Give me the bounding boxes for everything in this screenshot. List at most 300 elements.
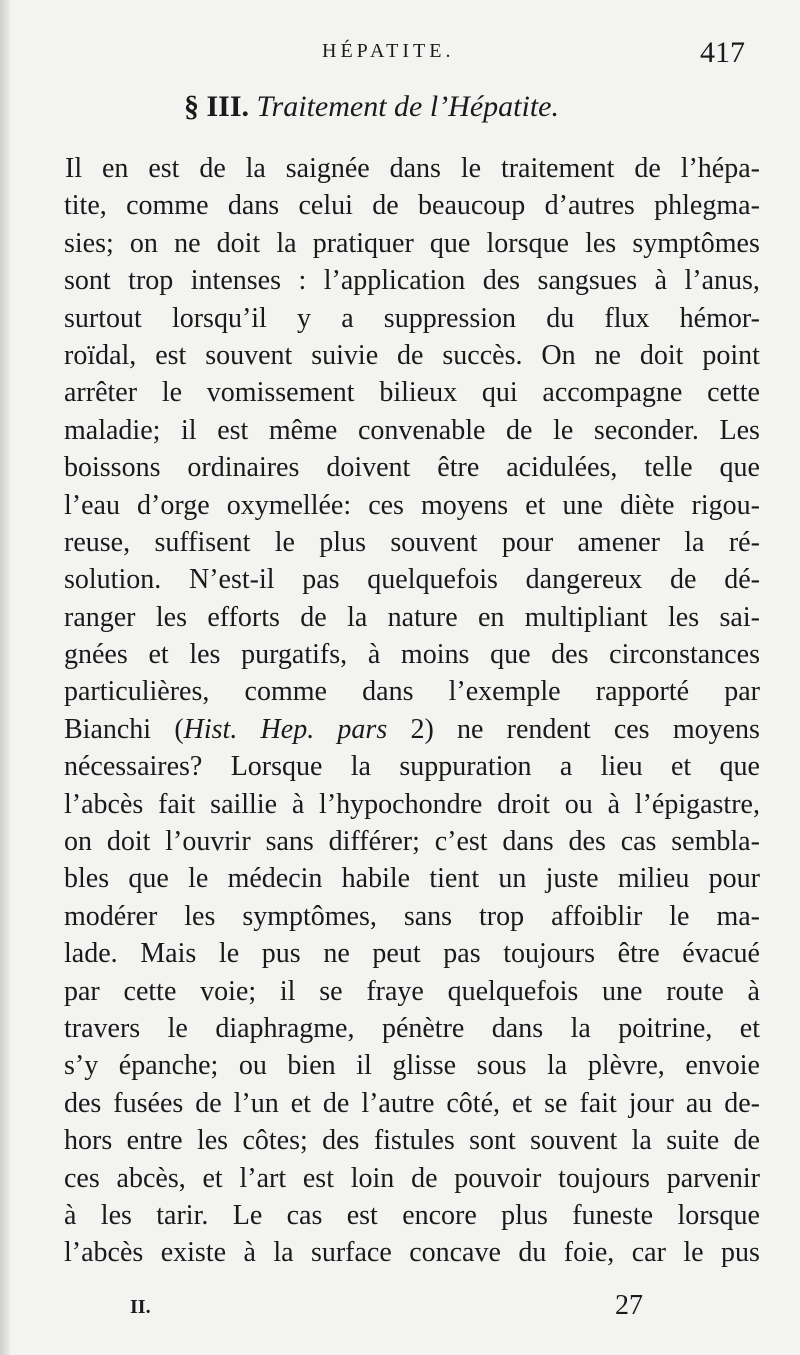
word: l’autre <box>361 1087 435 1119</box>
word: N’est-il <box>188 564 275 596</box>
word: il <box>356 1050 372 1082</box>
word: et <box>670 751 692 783</box>
word: est <box>155 339 187 371</box>
word: jour <box>628 1087 674 1119</box>
word: flux <box>604 302 650 334</box>
word: Hep. <box>260 713 315 745</box>
word: et <box>290 1087 311 1119</box>
word: Il <box>65 153 83 184</box>
word: multipliant <box>524 601 648 633</box>
text-line <box>64 300 760 337</box>
word: dans <box>389 153 441 184</box>
word: le <box>669 900 690 932</box>
word: reuse, <box>64 526 131 558</box>
word: trop <box>479 900 525 932</box>
word: boissons <box>64 452 161 484</box>
word: la <box>570 1012 591 1044</box>
word: nécessaires? <box>64 751 203 783</box>
word: ma- <box>716 900 760 932</box>
word: l’hypochondre <box>319 788 483 820</box>
word: oxymellée: <box>226 489 352 521</box>
word: toujours <box>558 1162 650 1194</box>
word: dé- <box>724 564 760 596</box>
word: s’y <box>64 1050 99 1082</box>
word: lorsqu’il <box>171 302 267 334</box>
word: moyens <box>421 489 509 521</box>
word: sans <box>403 900 453 932</box>
word: un <box>498 863 527 895</box>
word: comme <box>126 190 209 222</box>
word: tient <box>429 863 480 895</box>
word: arrêter <box>64 377 138 409</box>
word: beaucoup <box>418 190 526 222</box>
word: une <box>562 489 603 521</box>
word: hémor- <box>679 302 760 334</box>
word: y <box>297 302 312 334</box>
signature-mark: II. <box>130 1296 151 1318</box>
word: sembla- <box>671 826 760 858</box>
word: en <box>102 153 129 184</box>
word: de <box>199 153 226 184</box>
word: à <box>64 1199 77 1231</box>
word: amener <box>577 526 660 558</box>
word: pus <box>261 938 301 970</box>
text-line <box>64 225 760 262</box>
word: cette <box>123 975 177 1007</box>
word: ne <box>456 713 484 745</box>
word: plèvre, <box>587 1050 665 1082</box>
word: tarir. <box>156 1199 209 1231</box>
word: doit <box>216 227 261 259</box>
word: dans <box>362 676 414 708</box>
word: les <box>189 639 221 671</box>
word: pas <box>302 564 340 596</box>
word: lorsque <box>677 1199 760 1231</box>
page-edge-shadow <box>0 0 10 1355</box>
word: c’est <box>434 826 488 858</box>
word: existe <box>160 1237 227 1269</box>
word: convenable <box>357 414 486 446</box>
signature-number: 27 <box>615 1290 643 1321</box>
word: que <box>490 639 531 671</box>
word: la <box>350 751 371 783</box>
word: du <box>518 1237 547 1269</box>
word: celui <box>298 190 353 222</box>
text-line <box>64 449 760 486</box>
word: symptômes, <box>242 900 377 932</box>
word: pus <box>720 1237 760 1269</box>
word: de <box>733 1125 760 1157</box>
word: ces <box>64 1162 100 1194</box>
text-line <box>64 1047 760 1084</box>
word: point <box>702 339 760 371</box>
text-line <box>64 823 760 860</box>
word: bilieux <box>379 377 458 409</box>
word: succès. <box>442 339 523 371</box>
word: nature <box>387 601 458 633</box>
word: que <box>128 863 169 895</box>
word: plus <box>319 526 366 558</box>
word: il <box>279 975 296 1007</box>
word: : <box>298 265 307 297</box>
word: à <box>367 639 381 671</box>
word: de <box>411 1162 438 1194</box>
word: et <box>511 1087 533 1119</box>
word: de <box>634 153 661 184</box>
word: on <box>64 826 92 858</box>
word: saignée <box>285 153 370 184</box>
word: le <box>274 526 295 558</box>
word: fistules <box>373 1125 455 1157</box>
text-line <box>64 1085 760 1122</box>
word: côtes; <box>242 1125 308 1157</box>
text-line <box>64 337 760 374</box>
word: rapporté <box>595 676 690 708</box>
word: épanche; <box>118 1050 219 1082</box>
word: sont <box>64 265 111 297</box>
text-line <box>64 150 760 187</box>
word: abcès, <box>116 1162 186 1194</box>
word: se <box>319 975 343 1007</box>
word: souvent <box>390 526 478 558</box>
word: la <box>684 526 705 558</box>
word: ranger <box>64 601 136 633</box>
word: funeste <box>572 1199 654 1231</box>
body-text <box>64 150 760 1272</box>
word: la <box>547 1050 568 1082</box>
word: Le <box>232 1199 263 1231</box>
word: le <box>188 863 209 895</box>
word: par <box>724 676 760 708</box>
word: car <box>631 1237 666 1269</box>
word: quelquefois <box>367 564 498 596</box>
word: de <box>372 190 399 222</box>
word: du <box>546 302 575 334</box>
word: l’ouvrir <box>165 826 251 858</box>
word: bles <box>64 863 110 895</box>
word: au <box>685 1087 713 1119</box>
word: l’art <box>239 1162 287 1194</box>
word: vomissement <box>206 377 355 409</box>
text-line <box>64 973 760 1010</box>
word: est <box>148 153 180 184</box>
text-line <box>64 860 760 897</box>
word: milieu <box>617 863 690 895</box>
word: comme <box>244 676 327 708</box>
word: souvent <box>205 339 293 371</box>
word: une <box>602 975 643 1007</box>
word: bien <box>287 1050 336 1082</box>
word: habile <box>341 863 411 895</box>
word: que <box>429 227 471 259</box>
word: ces <box>368 489 404 521</box>
text-line <box>64 673 760 710</box>
word: pour <box>501 526 554 558</box>
text-line <box>64 636 760 673</box>
text-line <box>64 1197 760 1234</box>
word: sai- <box>719 601 760 633</box>
word: la <box>347 601 368 633</box>
word: parvenir <box>666 1162 760 1194</box>
word: affoiblir <box>551 900 643 932</box>
word: la <box>245 153 266 184</box>
word: dans <box>502 826 554 858</box>
text-line <box>64 748 760 785</box>
word: sangsues <box>537 265 638 297</box>
page-number: 417 <box>700 36 745 69</box>
word: être <box>617 938 660 970</box>
word: le <box>553 414 574 446</box>
word: ne <box>594 339 621 371</box>
word: rendent <box>506 713 591 745</box>
word: dans <box>227 190 280 222</box>
text-line <box>64 412 760 449</box>
word: et <box>148 639 169 671</box>
word: poitrine, <box>618 1012 713 1044</box>
word: foie, <box>563 1237 615 1269</box>
word: doit <box>106 826 151 858</box>
word: traitement <box>500 153 615 184</box>
word: glisse <box>392 1050 457 1082</box>
word: de <box>397 339 424 371</box>
word: symptômes <box>632 227 760 259</box>
word: et <box>202 1162 223 1194</box>
word: l’hépa- <box>680 153 760 184</box>
text-line <box>64 935 760 972</box>
word: ne <box>323 938 350 970</box>
word: qui <box>481 377 518 409</box>
word: le <box>683 1237 704 1269</box>
text-line <box>64 1234 760 1271</box>
word: juste <box>545 863 599 895</box>
word: a <box>341 302 354 334</box>
word: de <box>670 564 697 596</box>
word: dangereux <box>525 564 643 596</box>
word: ou <box>564 788 593 820</box>
word: que <box>719 452 760 484</box>
word: suivie <box>311 339 379 371</box>
word: Mais <box>140 938 197 970</box>
word: trop <box>128 265 174 297</box>
word: l’eau <box>64 489 120 521</box>
word: sans <box>265 826 314 858</box>
word: de <box>506 414 533 446</box>
word: route <box>666 975 724 1007</box>
word: gnées <box>64 639 128 671</box>
word: circonstances <box>609 639 760 671</box>
word: saillie <box>210 788 278 820</box>
word: quelquefois <box>447 975 579 1007</box>
page-footer <box>0 1290 800 1330</box>
word: fait <box>158 788 196 820</box>
word: lorsque <box>486 227 569 259</box>
text-line <box>64 1160 760 1197</box>
word: fraye <box>366 975 424 1007</box>
word: sies; <box>64 227 114 259</box>
word: encore <box>402 1199 477 1231</box>
word: cas <box>286 1199 323 1231</box>
word: les <box>184 900 216 932</box>
word: et <box>525 489 546 521</box>
word: accompagne <box>542 377 683 409</box>
word: Bianchi <box>64 713 152 745</box>
word: surface <box>310 1237 392 1269</box>
word: intenses <box>190 265 281 297</box>
word: de <box>195 1087 222 1119</box>
word: efforts <box>207 601 280 633</box>
word: différer; <box>328 826 420 858</box>
word: l’épigastre, <box>634 788 760 820</box>
word: 2) <box>410 713 434 745</box>
word: modérer <box>64 900 158 932</box>
word: à <box>654 265 668 297</box>
word: le <box>167 1012 188 1044</box>
section-title: Traitement de l’Hépatite. <box>256 90 559 123</box>
word: sous <box>476 1050 527 1082</box>
word: on <box>129 227 158 259</box>
word: les <box>100 1199 132 1231</box>
word: solution. <box>64 564 162 596</box>
word: en <box>477 601 505 633</box>
word: des <box>322 1125 360 1157</box>
word: a <box>559 751 573 783</box>
word: loin <box>350 1162 395 1194</box>
word: pénètre <box>381 1012 465 1044</box>
section-heading <box>184 90 559 124</box>
running-head-title: HÉPATITE. <box>322 40 455 62</box>
word: ou <box>238 1050 267 1082</box>
word: de- <box>724 1087 760 1119</box>
word: les <box>155 601 187 633</box>
word: à <box>607 788 621 820</box>
word: de <box>300 601 327 633</box>
text-line <box>64 524 760 561</box>
word: côté, <box>446 1087 500 1119</box>
word: pars <box>337 713 388 745</box>
word: des <box>568 826 606 858</box>
word: surtout <box>64 302 142 334</box>
word: il <box>181 414 197 446</box>
word: des <box>482 265 521 297</box>
word: rigou- <box>691 489 760 521</box>
word: sont <box>469 1125 516 1157</box>
word: souvent <box>530 1125 618 1157</box>
word: lieu <box>600 751 643 783</box>
word: pouvoir <box>454 1162 542 1194</box>
word: fusées <box>113 1087 184 1119</box>
word: cas <box>620 826 657 858</box>
word: même <box>268 414 338 446</box>
word: doivent <box>326 452 411 484</box>
word: acidulées, <box>506 452 618 484</box>
word: l’exemple <box>448 676 561 708</box>
word: est <box>302 1162 334 1194</box>
word: ne <box>174 227 201 259</box>
word: évacué <box>682 938 760 970</box>
word: diaphragme, <box>215 1012 355 1044</box>
word: doit <box>639 339 684 371</box>
word: à <box>243 1237 256 1269</box>
word: toujours <box>503 938 596 970</box>
running-head <box>0 36 800 76</box>
word: médecin <box>227 863 323 895</box>
word: Lorsque <box>230 751 323 783</box>
word: maladie; <box>64 414 161 446</box>
word: ordinaires <box>187 452 300 484</box>
word: (Hist. <box>174 713 238 745</box>
word: On <box>541 339 576 371</box>
text-line <box>64 561 760 598</box>
word: plus <box>501 1199 548 1231</box>
word: suffisent <box>154 526 251 558</box>
word: à <box>747 975 760 1007</box>
word: les <box>196 1125 229 1157</box>
word: ré- <box>728 526 760 558</box>
word: suite <box>666 1125 720 1157</box>
text-line <box>64 487 760 524</box>
text-line <box>64 187 760 224</box>
word: voie; <box>200 975 257 1007</box>
text-line <box>64 711 760 748</box>
word: d’autres <box>544 190 635 222</box>
word: telle <box>644 452 693 484</box>
word: dans <box>491 1012 544 1044</box>
word: des <box>551 639 589 671</box>
word: le <box>460 153 482 184</box>
text-line <box>64 898 760 935</box>
word: phlegma- <box>654 190 760 222</box>
word: suppression <box>383 302 517 334</box>
word: par <box>64 975 100 1007</box>
text-line <box>64 786 760 823</box>
word: est <box>346 1199 378 1231</box>
word: roïdal, <box>64 339 137 371</box>
word: concave <box>409 1237 501 1269</box>
word: d’orge <box>137 489 210 521</box>
word: des <box>64 1087 102 1119</box>
word: est <box>217 414 249 446</box>
word: les <box>585 227 617 259</box>
word: l’un <box>233 1087 279 1119</box>
word: l’anus, <box>684 265 760 297</box>
word: pas <box>443 938 481 970</box>
text-line <box>64 374 760 411</box>
word: Les <box>719 414 760 446</box>
word: tite, <box>64 190 107 222</box>
text-line <box>64 599 760 636</box>
word: moyens <box>672 713 760 745</box>
word: seconder. <box>593 414 699 446</box>
word: les <box>668 601 700 633</box>
word: l’application <box>323 265 466 297</box>
word: que <box>719 751 760 783</box>
word: l’abcès <box>64 788 144 820</box>
word: entre <box>126 1125 183 1157</box>
word: ces <box>613 713 650 745</box>
word: le <box>218 938 240 970</box>
word: être <box>437 452 480 484</box>
word: travers <box>64 1012 141 1044</box>
text-line <box>64 1122 760 1159</box>
section-number: § III. <box>184 90 250 123</box>
word: le <box>161 377 183 409</box>
word: à <box>291 788 305 820</box>
word: moins <box>400 639 470 671</box>
word: peut <box>372 938 421 970</box>
word: diète <box>620 489 675 521</box>
word: se <box>544 1087 568 1119</box>
word: la <box>273 1237 294 1269</box>
